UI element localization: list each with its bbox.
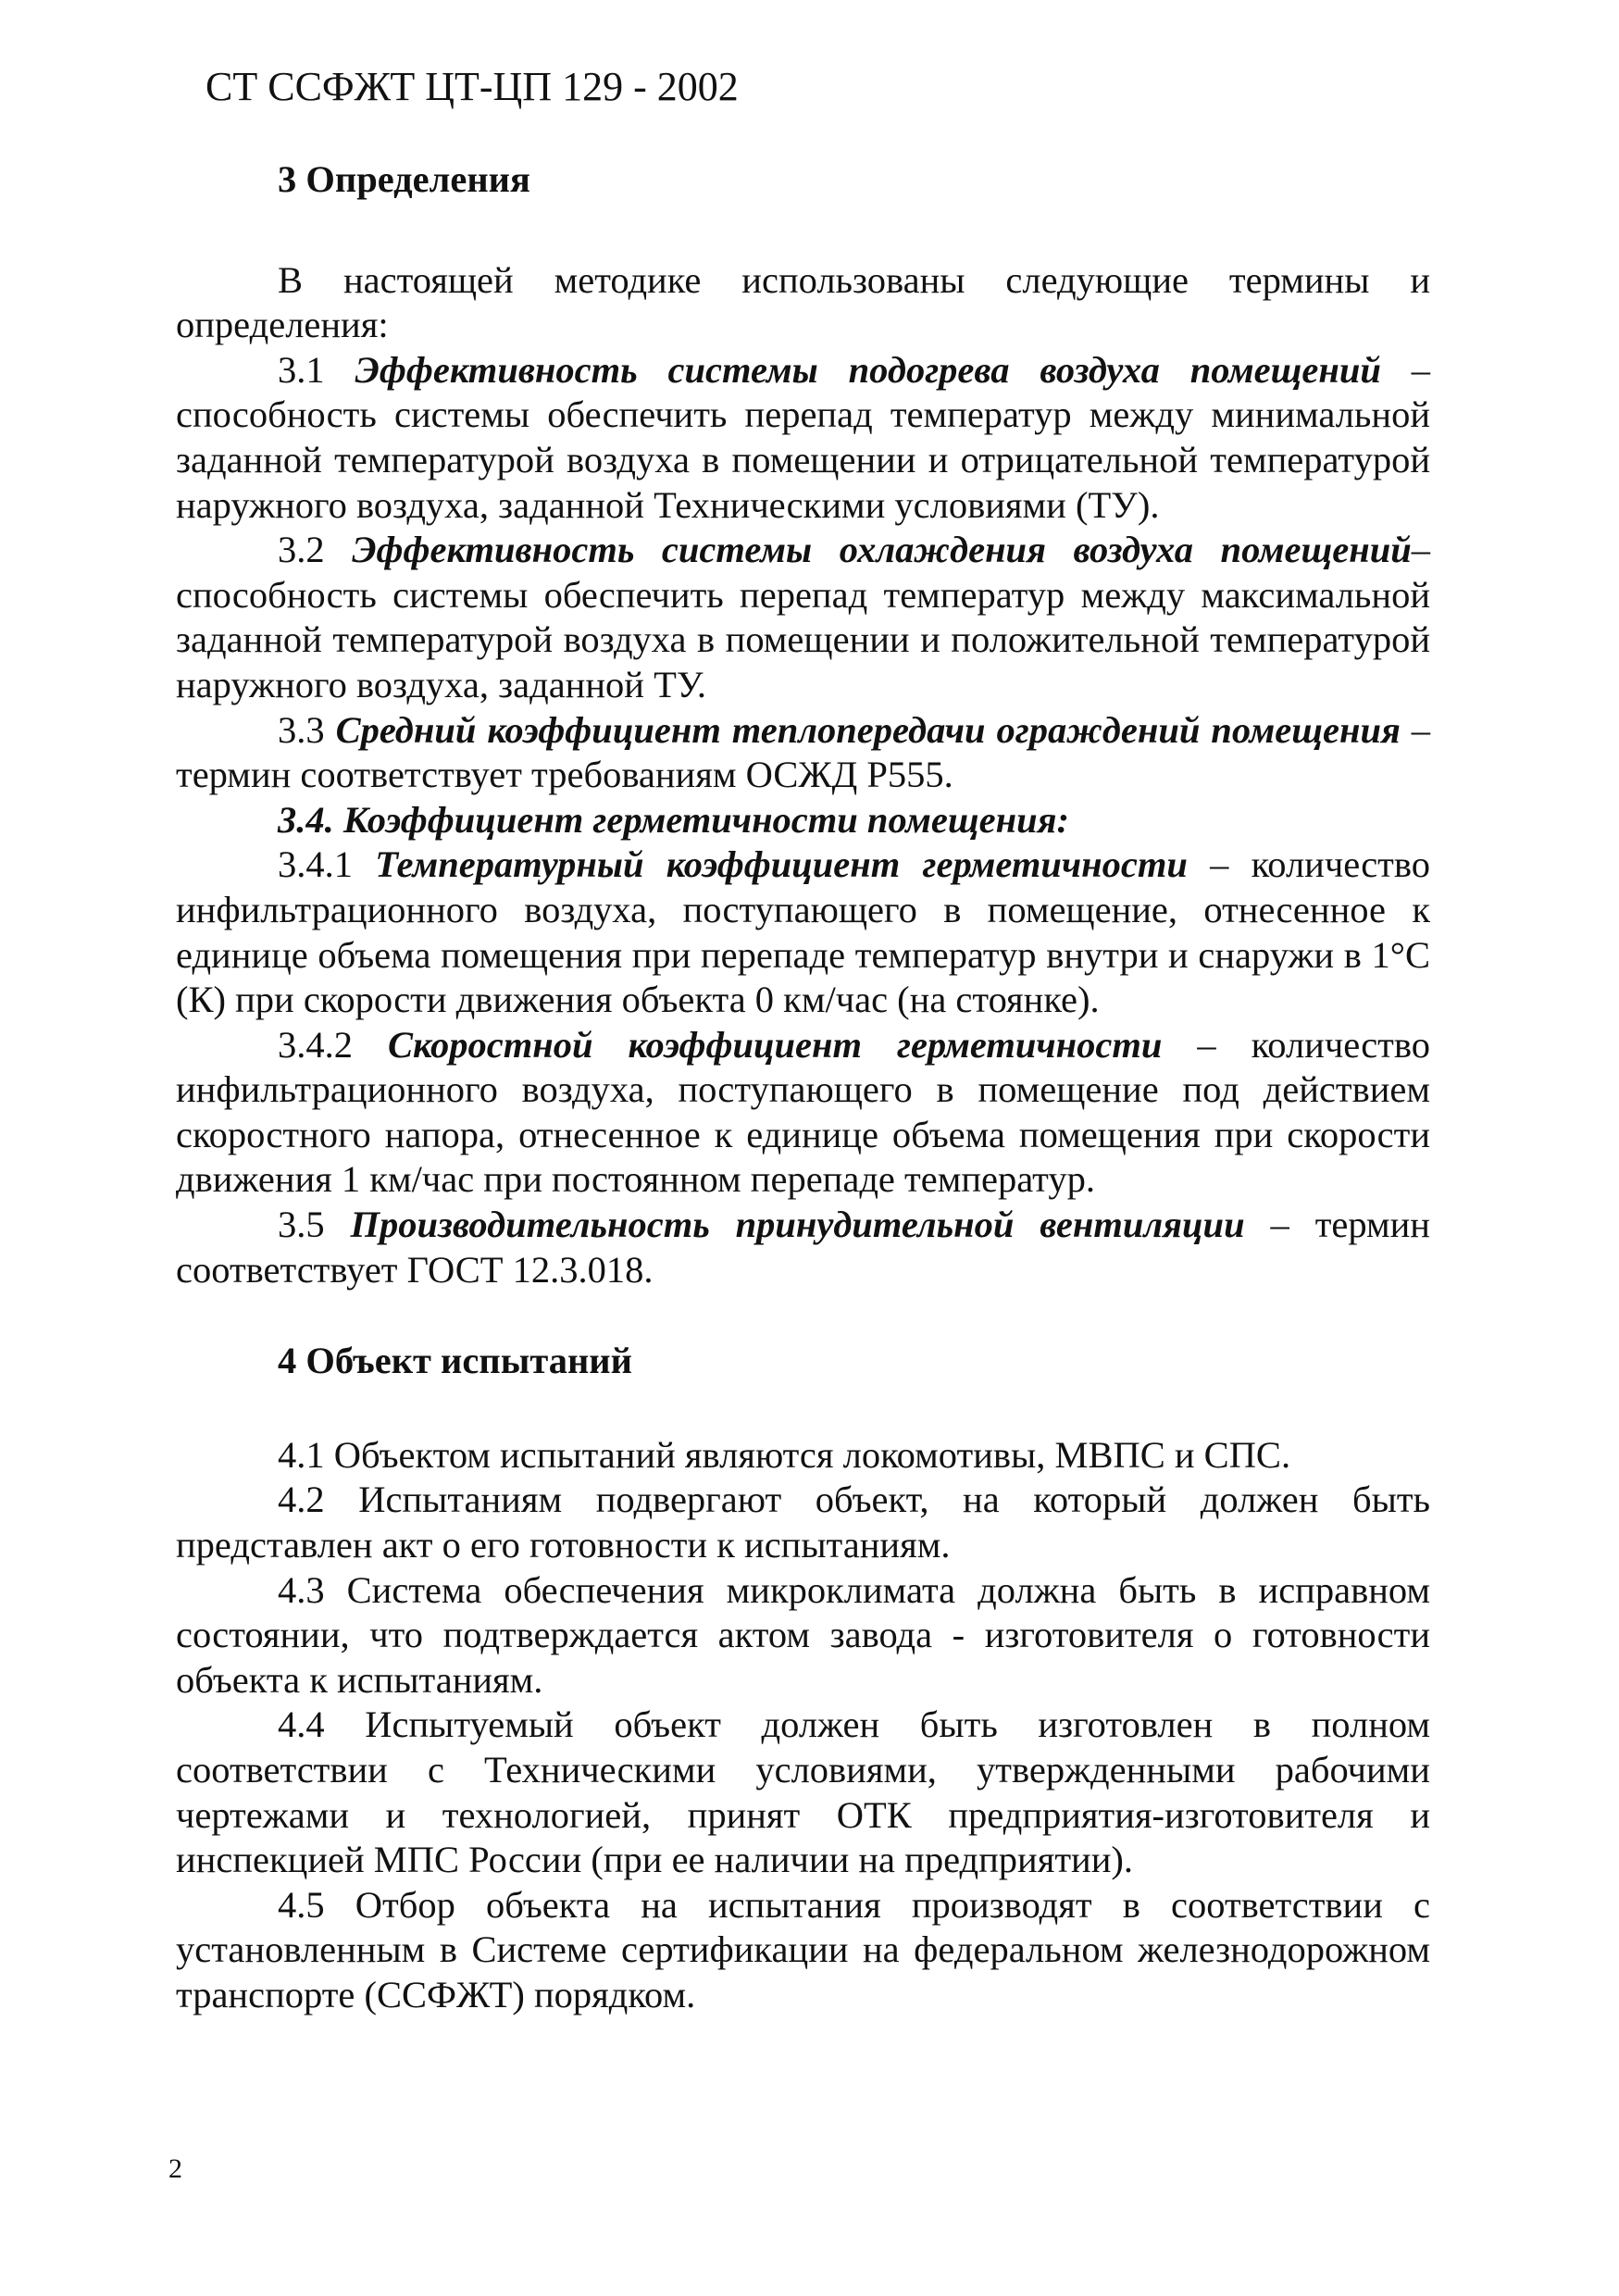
definition-3-5: [176, 1203, 1430, 1292]
definition-text: – термин соответствует ГОСТ 12.3.018.: [176, 1204, 1430, 1291]
section-3-intro: В настоящей методике использованы следующие термины и определения:: [176, 258, 1430, 346]
definition-3-3: [176, 708, 1430, 798]
clause-4-1: 4.1 Объектом испытаний являются локомотивы, МВПС и СПС.: [278, 1433, 1291, 1476]
clause-number: 3.2: [278, 529, 325, 571]
document-code: СТ ССФЖТ ЦТ-ЦП 129 - 2002: [205, 64, 739, 109]
defined-term: Производительность принудительной вентиляции: [350, 1204, 1245, 1246]
defined-term: Скоростной коэффициент герметичности: [388, 1023, 1163, 1066]
clause-number: 3.3: [278, 708, 325, 751]
definition-text: – способность системы обеспечить перепад температур между минимальной заданной температурой воздуха в помещении и отрицательной температурой наружного воздуха, заданной Техническими условиями (ТУ).: [176, 348, 1431, 526]
clause-number: 3.4.1: [278, 843, 353, 886]
defined-term: Температурный коэффициент герметичности: [375, 843, 1188, 886]
definition-3-4-2: [176, 1023, 1430, 1203]
clause-4-3: 4.3 Система обеспечения микроклимата должна быть в исправном состоянии, что подтверждается актом завода - изготовителя о готовности объекта к испытаниям.: [176, 1568, 1430, 1701]
definition-text: – количество инфильтрационного воздуха, поступающего в помещение, отнесенное к единице объема помещения при перепаде температур внутри и снаружи в 1°С (К) при скорости движения объекта 0 км/час (на стоянке).: [176, 843, 1430, 1021]
definition-3-1: [176, 348, 1430, 528]
document-body: [176, 157, 1430, 2018]
clause-4-4: 4.4 Испытуемый объект должен быть изготовлен в полном соответствии с Техническими условиями, утвержденными рабочими чертежами и технологией, принят ОТК предприятия-изготовителя и инспекцией МПС России (при ее наличии на предприятии).: [176, 1703, 1430, 1881]
definition-text: – термин соответствует требованиям ОСЖД Р555.: [176, 708, 1431, 796]
clause-number: 3.1: [278, 348, 325, 391]
definition-3-2: [176, 528, 1430, 707]
defined-term: Эффективность системы подогрева воздуха помещений: [355, 348, 1381, 391]
section-3-heading: 3 Определения: [278, 158, 530, 200]
defined-term: Средний коэффициент теплопередачи ограждений помещения: [335, 708, 1401, 751]
definition-text: – количество инфильтрационного воздуха, поступающего в помещение под действием скоростного напора, отнесенное к единице объема помещения при скорости движения 1 км/час при постоянном перепаде температур.: [176, 1023, 1430, 1201]
clause-4-5: 4.5 Отбор объекта на испытания производят в соответствии с установленным в Системе сертификации на федеральном железнодорожном транспорте (ССФЖТ) порядком.: [176, 1883, 1430, 2015]
page-number: 2: [168, 2153, 182, 2184]
defined-term: Эффективность системы охлаждения воздуха помещений: [352, 529, 1412, 571]
definition-3-4-subheading: 3.4. Коэффициент герметичности помещения:: [278, 798, 1069, 841]
definition-text: – способность системы обеспечить перепад температур между максимальной заданной температурой воздуха в помещении и положительной температурой наружного воздуха, заданной ТУ.: [176, 529, 1431, 705]
clause-number: 3.4.2: [278, 1023, 353, 1066]
section-4-heading: 4 Объект испытаний: [278, 1340, 632, 1382]
clause-number: 3.5: [278, 1204, 325, 1246]
clause-4-2: 4.2 Испытаниям подвергают объект, на который должен быть представлен акт о его готовности к испытаниям.: [176, 1479, 1430, 1566]
definition-3-4-1: [176, 842, 1430, 1022]
